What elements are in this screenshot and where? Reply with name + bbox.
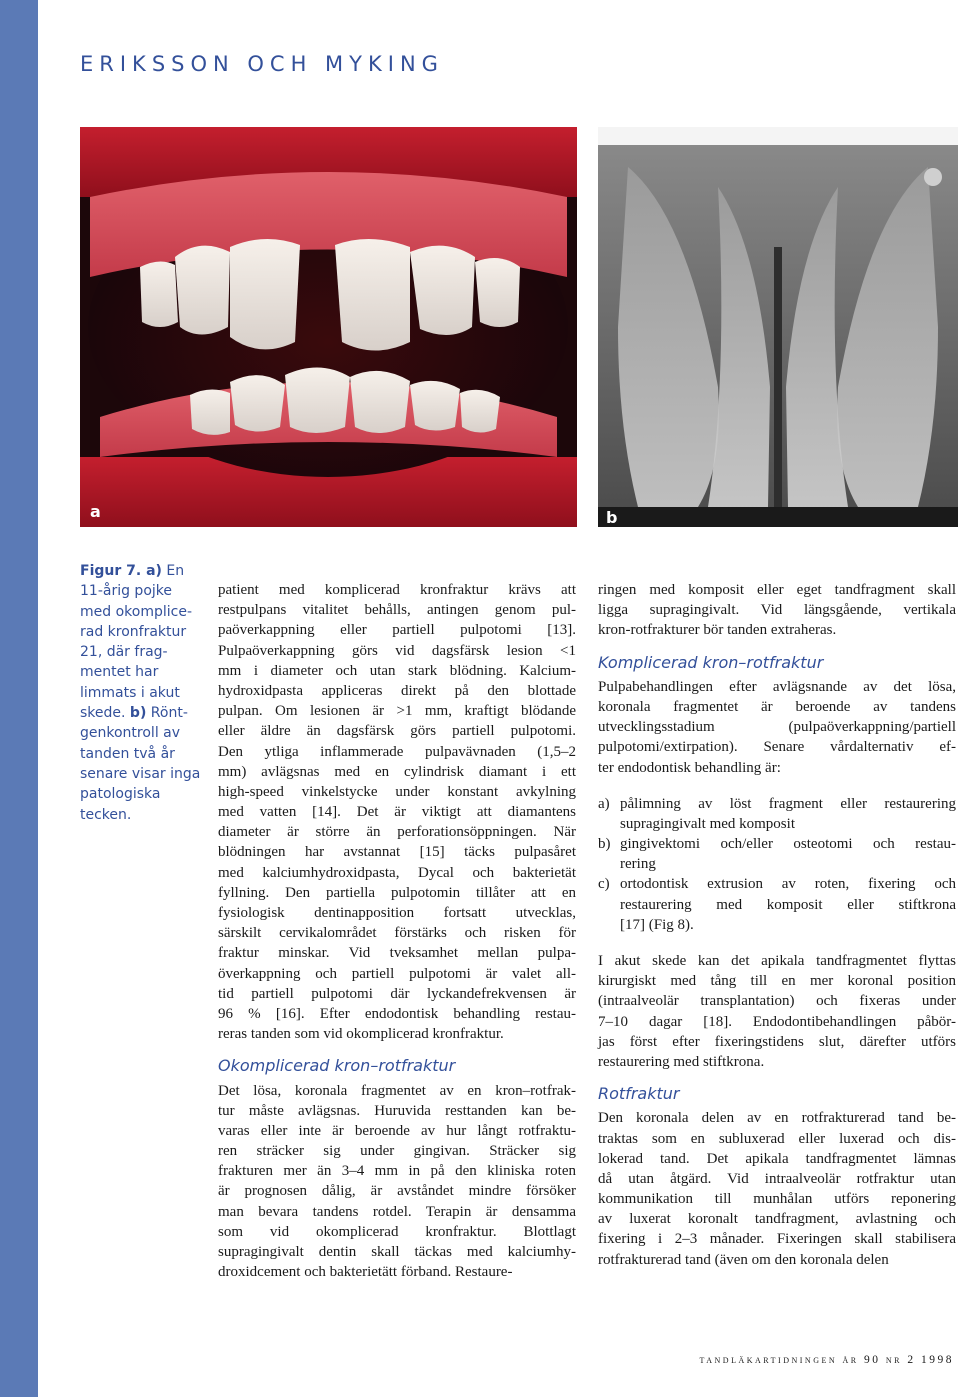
caption-line	[80, 703, 190, 723]
text-line: fysiologisk dentinapposition fortsatt utvecklas,	[218, 905, 576, 921]
figure-xray-b	[598, 127, 958, 527]
text-line: I akut skede kan det apikala tandfragmentet flyttas	[598, 953, 956, 970]
text-line: diameter är större än perforationsöppningen. När	[218, 824, 576, 841]
list-line: ortodontisk extrusion av roten, fixering och	[620, 876, 956, 893]
list-marker: b)	[598, 836, 611, 853]
list-line: gingivektomi och/eller osteotomi och restau-	[620, 836, 956, 853]
text-line: restaurering med stiftkrona.	[598, 1053, 765, 1070]
text-line: tid partiell pulpotomi där lyckandefrekvensen är	[218, 985, 576, 1002]
text-line: fraktur minskar. Vid tveksamhet mellan pulpa-	[218, 945, 576, 962]
figure-caption	[80, 561, 201, 825]
text-line: fixering i 2–3 månader. Fixeringen skall stabilisera	[598, 1231, 956, 1248]
caption-fragment: a)	[146, 563, 162, 579]
caption-line	[80, 723, 190, 743]
panel-a-label: a	[90, 502, 101, 521]
text-line: är prognosen dålig, är avståndet mindre försöker	[218, 1183, 576, 1200]
text-line: traktas som en subluxerad eller luxerad och dis-	[598, 1130, 956, 1147]
text-line: kommunikation till munhålan utförs reponering	[598, 1191, 956, 1208]
left-color-bar	[0, 0, 38, 1397]
list-line: rering	[620, 856, 656, 873]
caption-fragment: tanden två år	[80, 745, 175, 762]
text-line: då utan åtgärd. Vid intraalveolär rotfraktur utan	[598, 1170, 956, 1187]
caption-line	[80, 683, 190, 703]
text-line: av luxerat koronalt tandfragment, avlastning och	[598, 1211, 956, 1228]
text-line: Den ytliga inflammerade pulpavävnaden (1,5–2	[218, 743, 576, 760]
caption-line	[80, 784, 190, 804]
text-line: Det lösa, koronala fragmentet av en kron–rotfrak-	[218, 1082, 576, 1099]
text-line: Den koronala delen av en rotfrakturerad tand be-	[598, 1110, 956, 1127]
list-marker: c)	[598, 876, 610, 893]
text-line: droxidcement och bakterietätt förband. Restaure-	[218, 1264, 513, 1281]
text-line: ren sträcker sig under gingivan. Sträcker sig	[218, 1143, 576, 1160]
text-line: frakturen mer än 3–4 mm in på den kliniska roten	[218, 1163, 576, 1180]
text-line: kron-rotfrakturer bör tanden extraheras.	[598, 622, 837, 639]
section-heading-root-fracture: Rotfraktur	[598, 1084, 680, 1104]
text-line: paöverkappning eller partiell pulpotomi [13].	[218, 622, 576, 639]
caption-fragment: patologiska	[80, 786, 161, 803]
text-line: pulpotomi/extirpation). Senare vårdalternativ ef-	[598, 739, 956, 756]
text-line: (intraalveolär transplantation) och fixeras under	[598, 993, 956, 1010]
caption-fragment: b)	[129, 705, 147, 722]
text-line: restpulpans vitalitet behålls, antingen genom pul-	[218, 602, 576, 619]
text-line: patient med komplicerad kronfraktur krävs att	[218, 582, 576, 598]
text-line: blödningen har avstannat [15] täcks pulpasåret	[218, 844, 576, 861]
treatment-list	[598, 794, 956, 935]
caption-line	[80, 561, 190, 581]
text-line: Pulpaöverkappning görs vid dagsfärsk lesion <1	[218, 642, 576, 659]
caption-fragment: mentet har	[80, 664, 159, 681]
caption-line	[80, 602, 190, 622]
panel-b-label: b	[606, 508, 618, 527]
text-column-2	[598, 580, 956, 1270]
caption-line	[80, 622, 190, 642]
running-header: ERIKSSON OCH MYKING	[80, 52, 444, 76]
list-item	[598, 874, 956, 935]
text-line: 7–10 dagar [18]. Endodontibehandlingen påbör-	[598, 1013, 956, 1030]
caption-fragment: skede.	[80, 705, 130, 722]
text-line: koronala fragmentet är beroende av tandens	[598, 698, 956, 715]
text-line: särskilt cervikalområdet förstärks och risken för	[218, 925, 576, 942]
text-line: som vid okomplicerad kronfraktur. Blottlagt	[218, 1223, 576, 1240]
list-line: supragingivalt med komposit	[620, 815, 795, 832]
caption-line	[80, 662, 190, 682]
caption-fragment: 21, där frag-	[80, 644, 168, 661]
text-line: eller äldre än dagsfärsk görs partiell pulpotomi.	[218, 723, 576, 740]
text-line: fyllning. Den partiella pulpotomin tillåter att en	[218, 884, 576, 901]
text-line: tur måste avlägsnas. Huruvida resttanden kan be-	[218, 1102, 576, 1119]
caption-fragment: limmats i akut	[80, 684, 180, 701]
caption-fragment: rad kronfraktur	[80, 623, 187, 640]
list-line: [17] (Fig 8).	[620, 916, 694, 933]
list-line: pålimning av löst fragment eller restaurering	[620, 795, 956, 812]
caption-line	[80, 744, 190, 764]
text-line: rotfrakturerad tand (även om den koronala delen	[598, 1251, 889, 1268]
caption-fragment: 11-årig pojke	[80, 583, 172, 600]
text-line: supragingivalt dentin skall täckas med kalciumhy-	[218, 1244, 576, 1261]
caption-fragment: med okomplice-	[80, 603, 192, 620]
caption-line	[80, 642, 190, 662]
caption-line	[80, 764, 201, 784]
paragraph-acute-stage	[598, 951, 956, 1072]
text-line: mm) avlägsnas med en cylindrisk diamant i ett	[218, 763, 576, 780]
section-heading-complicated: Komplicerad kron–rotfraktur	[598, 652, 824, 672]
caption-fragment: senare visar inga	[80, 765, 201, 782]
paragraph-pulp-treatment	[598, 677, 956, 778]
text-line: mm i diameter och utan stark blödning. Kalcium-	[218, 662, 576, 679]
text-line: 96 % [16]. Efter endodontisk behandling restau-	[218, 1005, 576, 1022]
text-line: lokerad tand. Det apikala tandfragmentet lämnas	[598, 1150, 956, 1167]
text-line: ter endodontisk behandling är:	[598, 759, 781, 776]
paragraph-pulpotomy	[218, 580, 576, 1044]
journal-footer: tandläkartidningen år 90 nr 2 1998	[699, 1354, 954, 1366]
caption-fragment: tecken.	[80, 806, 132, 823]
list-line: restaurering med komposit eller stiftkrona	[620, 896, 956, 913]
paragraph-root-fracture	[598, 1108, 956, 1270]
paragraph-restoration	[598, 580, 956, 641]
caption-line	[80, 805, 190, 825]
text-line: jas först efter fixeringstidens slut, därefter utförs	[598, 1033, 956, 1050]
text-line: hydroxidpasta appliceras direkt på den blottade	[218, 682, 576, 699]
text-line: pulpan. Om lesionen är >1 mm, kraftigt blödande	[218, 703, 576, 720]
figure-photo-a	[80, 127, 577, 527]
caption-line	[80, 581, 190, 601]
paragraph-uncomplicated-crown-root	[218, 1081, 576, 1283]
text-line: high-speed vinkelstycke under konstant avkylning	[218, 783, 576, 800]
text-line: varas eller inte är beroende av hur långt rotfraktu-	[218, 1122, 576, 1139]
caption-fragment: Figur 7.	[80, 563, 147, 579]
text-line: överkappning och partiell pulpotomi är valet all-	[218, 965, 576, 982]
text-column-1	[218, 580, 576, 1282]
list-item	[598, 794, 956, 834]
caption-fragment: genkontroll av	[80, 725, 181, 742]
text-line: ligga supragingivalt. Vid längsgående, vertikala	[598, 602, 956, 619]
caption-fragment: Rönt-	[146, 705, 188, 722]
text-line: utvecklingsstadium (pulpaöverkappning/partiell	[598, 719, 956, 736]
text-line: man bevara tandens rotdel. Terapin är densamma	[218, 1203, 576, 1220]
list-item	[598, 834, 956, 874]
text-line: reras tanden som vid okomplicerad kronfraktur.	[218, 1026, 504, 1043]
text-line: kirurgiskt med tång till en mer koronal position	[598, 973, 956, 990]
list-marker: a)	[598, 795, 610, 812]
text-line: med kalciumhydroxidpasta, Dycal och bakterietät	[218, 864, 576, 881]
text-line: ringen med komposit eller eget tandfragment skall	[598, 582, 956, 598]
text-line: med vatten [14]. Det är viktigt att diamantens	[218, 804, 576, 821]
caption-fragment: En	[161, 563, 185, 579]
text-line: Pulpabehandlingen efter avlägsnande av det lösa,	[598, 678, 956, 695]
section-heading-uncomplicated: Okomplicerad kron–rotfraktur	[218, 1056, 456, 1076]
